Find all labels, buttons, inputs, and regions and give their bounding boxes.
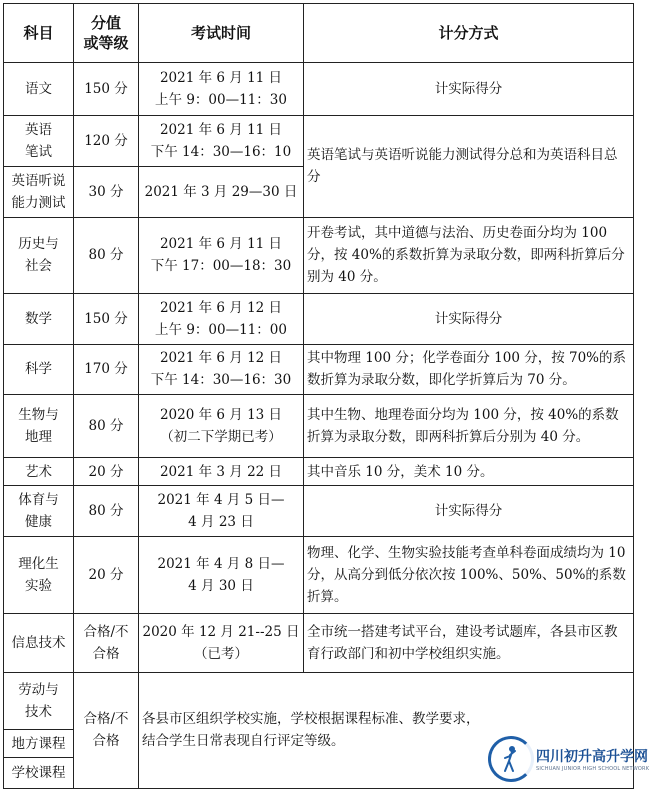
table-row xyxy=(4,613,634,672)
subject-cell: 数学 xyxy=(4,293,74,344)
subject-cell: 劳动与 技术 xyxy=(4,672,74,729)
table-row xyxy=(4,458,634,485)
subject-cell: 生物与 地理 xyxy=(4,395,74,458)
method-cell: 各县市区组织学校实施，学校根据课程标准、教学要求，结合学生日常表现自行评定等级。 xyxy=(139,672,634,788)
time-cell: 2021 年 3 月 29—30 日 xyxy=(139,166,304,217)
table-row xyxy=(4,62,634,115)
subject-cell: 信息技术 xyxy=(4,613,74,672)
table-header-row xyxy=(4,4,634,63)
method-cell: 全市统一搭建考试平台，建设考试题库，各县市区教育行政部门和初中学校组织实施。 xyxy=(304,613,634,672)
subject-cell: 体育与 健康 xyxy=(4,485,74,536)
time-cell: 2021 年 6 月 11 日 上午 9：00—11：30 xyxy=(139,62,304,115)
exam-schedule-table xyxy=(3,3,634,789)
watermark-subtitle: SICHUAN JUNIOR HIGH SCHOOL NETWORK xyxy=(536,766,649,772)
header-score: 分值 或等级 xyxy=(74,4,139,63)
method-cell: 英语笔试与英语听说能力测试得分总和为英语科目总分 xyxy=(304,115,634,217)
subject-cell: 语文 xyxy=(4,62,74,115)
method-cell: 其中生物、地理卷面分均为 100 分，按 40%的系数折算为录取分数，即两科折算后分别为 40 分。 xyxy=(304,395,634,458)
score-cell: 120 分 xyxy=(74,115,139,166)
score-cell: 30 分 xyxy=(74,166,139,217)
time-cell: 2021 年 4 月 8 日— 4 月 30 日 xyxy=(139,536,304,613)
header-method: 计分方式 xyxy=(304,4,634,63)
time-cell: 2020 年 12 月 21--25 日 （已考） xyxy=(139,613,304,672)
method-cell: 其中音乐 10 分，美术 10 分。 xyxy=(304,458,634,485)
subject-cell: 艺术 xyxy=(4,458,74,485)
subject-cell: 学校课程 xyxy=(4,758,74,789)
score-cell: 20 分 xyxy=(74,458,139,485)
table-row xyxy=(4,672,634,729)
time-cell: 2021 年 6 月 12 日 上午 9：00—11：00 xyxy=(139,293,304,344)
subject-cell: 英语听说 能力测试 xyxy=(4,166,74,217)
site-watermark-logo xyxy=(486,736,649,788)
method-cell: 开卷考试，其中道德与法治、历史卷面分均为 100 分，按 40%的系数折算为录取分数，即两科折算后分别为 40 分。 xyxy=(304,217,634,293)
method-cell: 其中物理 100 分；化学卷面分 100 分，按 70%的系数折算为录取分数，即化学折算后为 70 分。 xyxy=(304,344,634,395)
score-cell: 170 分 xyxy=(74,344,139,395)
time-cell: 2021 年 6 月 11 日 下午 14：30—16：10 xyxy=(139,115,304,166)
header-subject: 科目 xyxy=(4,4,74,63)
table-row xyxy=(4,344,634,395)
student-figure-icon xyxy=(503,745,517,773)
score-cell: 20 分 xyxy=(74,536,139,613)
time-cell: 2021 年 6 月 11 日 下午 17：00—18：30 xyxy=(139,217,304,293)
time-cell: 2021 年 3 月 22 日 xyxy=(139,458,304,485)
table-row xyxy=(4,115,634,166)
score-cell: 合格/不 合格 xyxy=(74,613,139,672)
table-row xyxy=(4,395,634,458)
table-row xyxy=(4,293,634,344)
method-cell: 计实际得分 xyxy=(304,485,634,536)
table-row xyxy=(4,485,634,536)
table-row xyxy=(4,217,634,293)
score-cell: 150 分 xyxy=(74,62,139,115)
score-cell: 合格/不 合格 xyxy=(74,672,139,788)
score-cell: 80 分 xyxy=(74,485,139,536)
subject-cell: 理化生 实验 xyxy=(4,536,74,613)
score-cell: 80 分 xyxy=(74,395,139,458)
method-cell: 计实际得分 xyxy=(304,62,634,115)
table-row xyxy=(4,536,634,613)
subject-cell: 地方课程 xyxy=(4,729,74,757)
method-cell: 物理、化学、生物实验技能考查单科卷面成绩均为 10 分，从高分到低分依次按 100%、50%、50%的系数折算。 xyxy=(304,536,634,613)
subject-cell: 科学 xyxy=(4,344,74,395)
time-cell: 2020 年 6 月 13 日 （初二下学期已考） xyxy=(139,395,304,458)
score-cell: 80 分 xyxy=(74,217,139,293)
method-cell: 计实际得分 xyxy=(304,293,634,344)
watermark-title: 四川初升高升学网 xyxy=(536,749,648,765)
subject-cell: 历史与 社会 xyxy=(4,217,74,293)
time-cell: 2021 年 4 月 5 日— 4 月 23 日 xyxy=(139,485,304,536)
time-cell: 2021 年 6 月 12 日 下午 14：30—16：30 xyxy=(139,344,304,395)
header-time: 考试时间 xyxy=(139,4,304,63)
subject-cell: 英语 笔试 xyxy=(4,115,74,166)
score-cell: 150 分 xyxy=(74,293,139,344)
